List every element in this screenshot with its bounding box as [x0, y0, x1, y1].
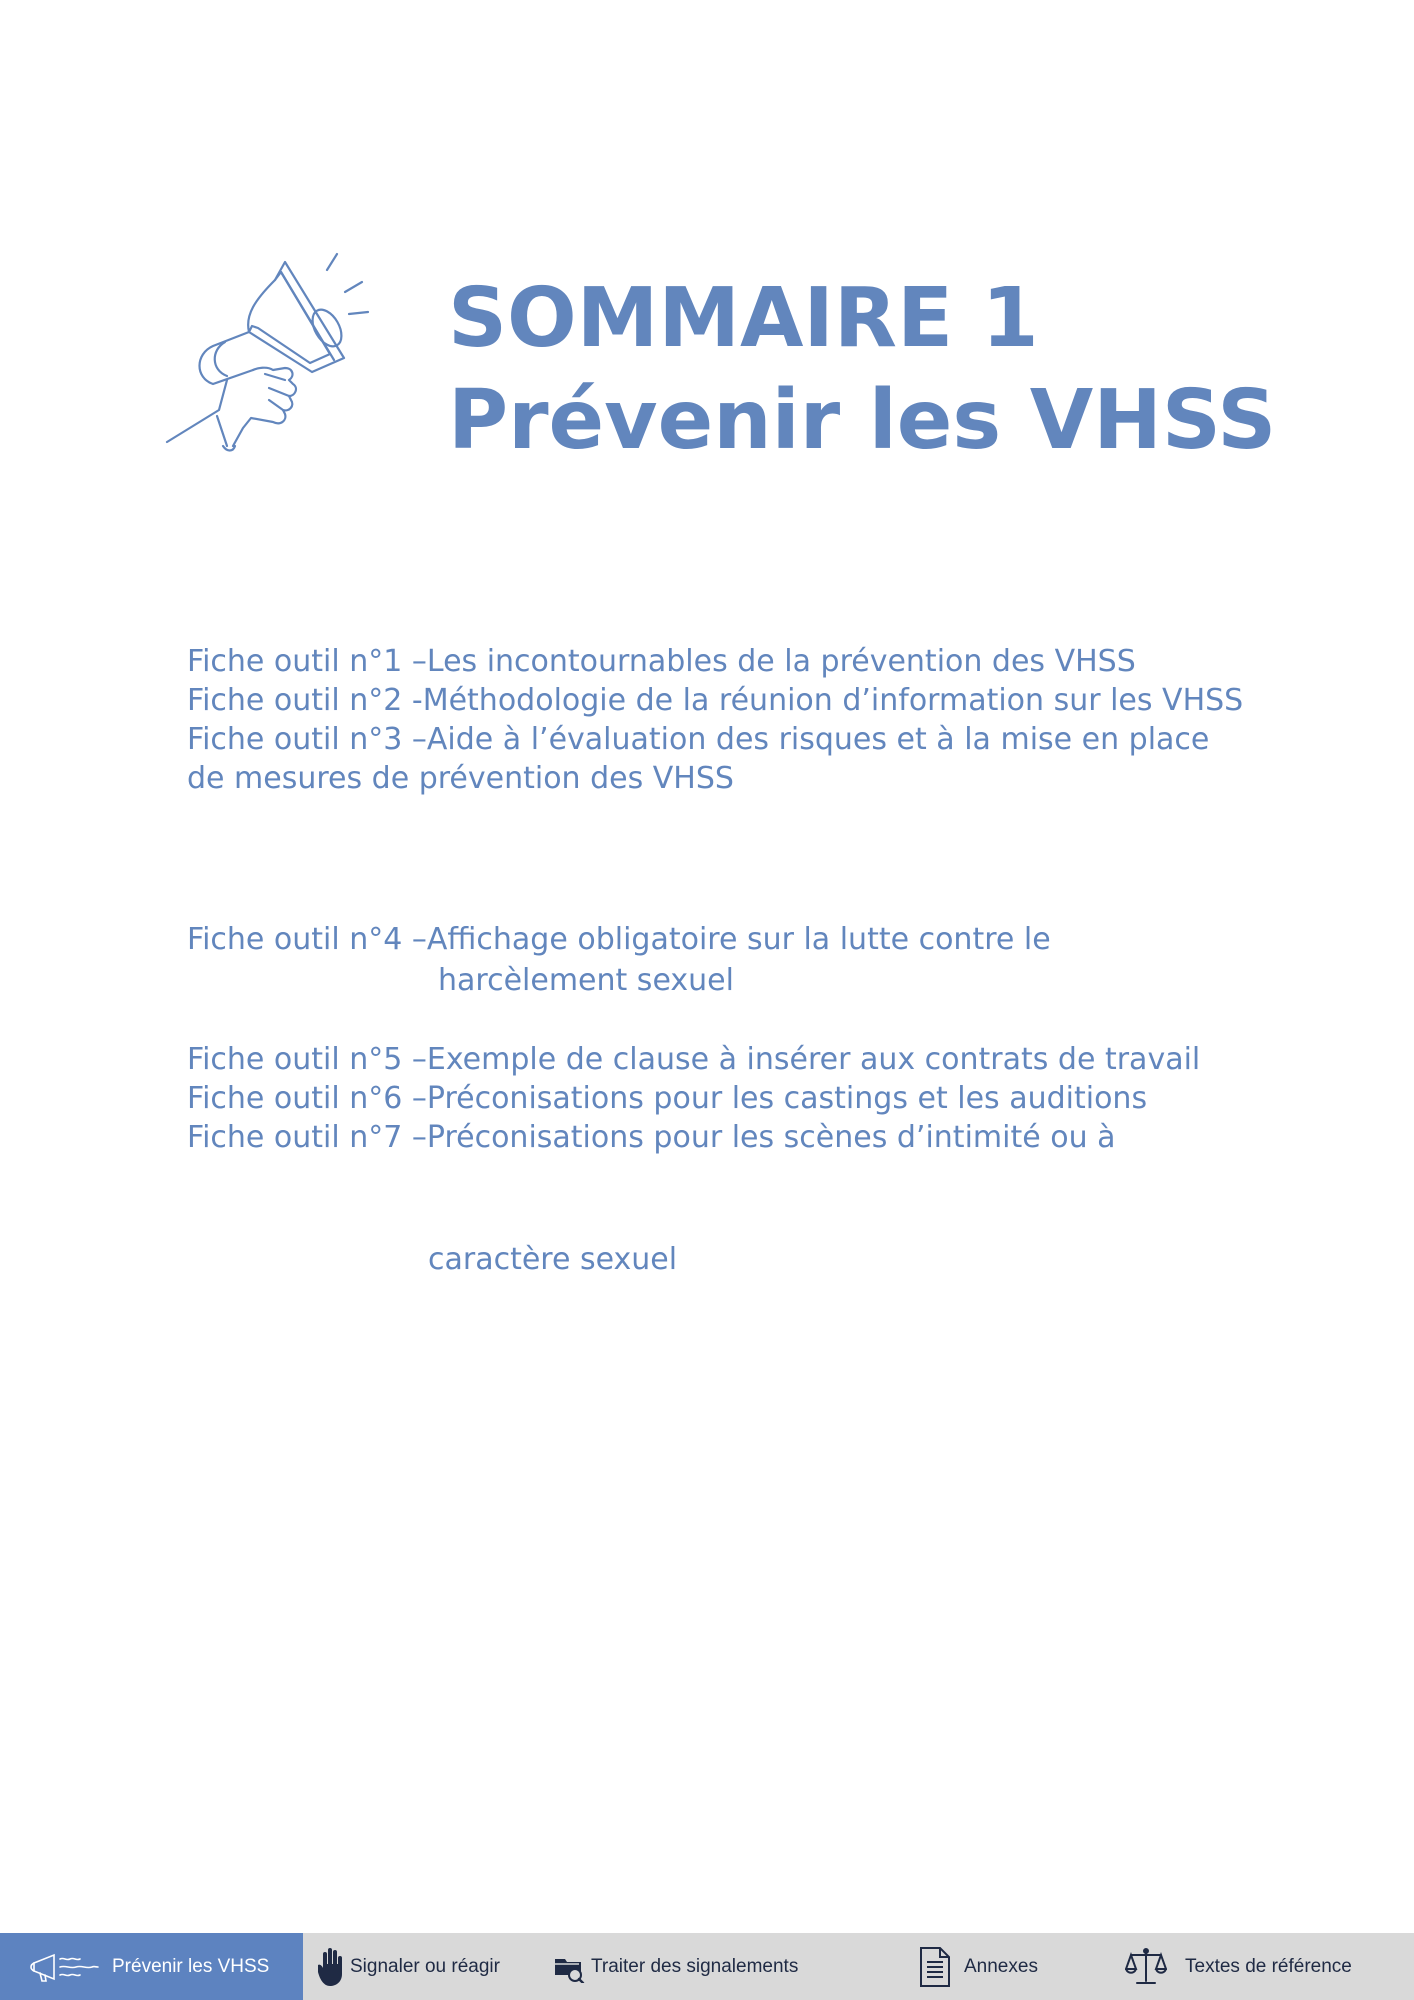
toc-item-4-continuation[interactable]: harcèlement sexuel: [438, 963, 734, 998]
megaphone-icon: [30, 1949, 100, 1985]
title-line-2: Prévenir les VHSS: [448, 373, 1277, 468]
title-line-1: SOMMAIRE 1: [448, 271, 1039, 366]
toc-group-2: [187, 920, 1051, 959]
toc-item-5[interactable]: Fiche outil n°5 –Exemple de clause à insérer aux contrats de travail: [187, 1042, 1201, 1077]
toc-item-2[interactable]: Fiche outil n°2 -Méthodologie de la réunion d’information sur les VHSS: [187, 683, 1244, 718]
scales-icon: [1125, 1947, 1167, 1987]
nav-traiter[interactable]: [553, 1933, 798, 2000]
nav-prevenir-label: Prévenir les VHSS: [112, 1955, 270, 1977]
nav-textes[interactable]: [1125, 1933, 1352, 2000]
nav-annexes-label: Annexes: [964, 1955, 1038, 1977]
nav-textes-label: Textes de référence: [1185, 1955, 1352, 1977]
megaphone-icon: [165, 250, 385, 470]
nav-signaler-label: Signaler ou réagir: [350, 1955, 500, 1977]
folder-search-icon: [553, 1951, 585, 1983]
nav-traiter-label: Traiter des signalements: [591, 1955, 799, 1977]
nav-prevenir[interactable]: [0, 1933, 303, 2000]
toc-group-3: [187, 1040, 1200, 1157]
toc-item-3[interactable]: Fiche outil n°3 –Aide à l’évaluation des risques et à la mise en place: [187, 722, 1210, 757]
toc-item-3-continuation[interactable]: de mesures de prévention des VHSS: [187, 761, 734, 796]
nav-annexes[interactable]: [918, 1933, 1038, 2000]
toc-item-7[interactable]: Fiche outil n°7 –Préconisations pour les scènes d’intimité ou à: [187, 1120, 1116, 1155]
hand-icon: [318, 1946, 344, 1988]
nav-signaler[interactable]: [318, 1933, 500, 2000]
page-title: [448, 268, 1276, 472]
toc-item-4[interactable]: Fiche outil n°4 –Affichage obligatoire sur la lutte contre le: [187, 922, 1051, 957]
toc-item-6[interactable]: Fiche outil n°6 –Préconisations pour les castings et les auditions: [187, 1081, 1148, 1116]
document-icon: [918, 1946, 952, 1988]
toc-item-7-continuation[interactable]: caractère sexuel: [428, 1242, 678, 1277]
bottom-navigation: [0, 1933, 1414, 2000]
toc-group-1: [187, 642, 1243, 798]
toc-item-1[interactable]: Fiche outil n°1 –Les incontournables de la prévention des VHSS: [187, 644, 1136, 679]
